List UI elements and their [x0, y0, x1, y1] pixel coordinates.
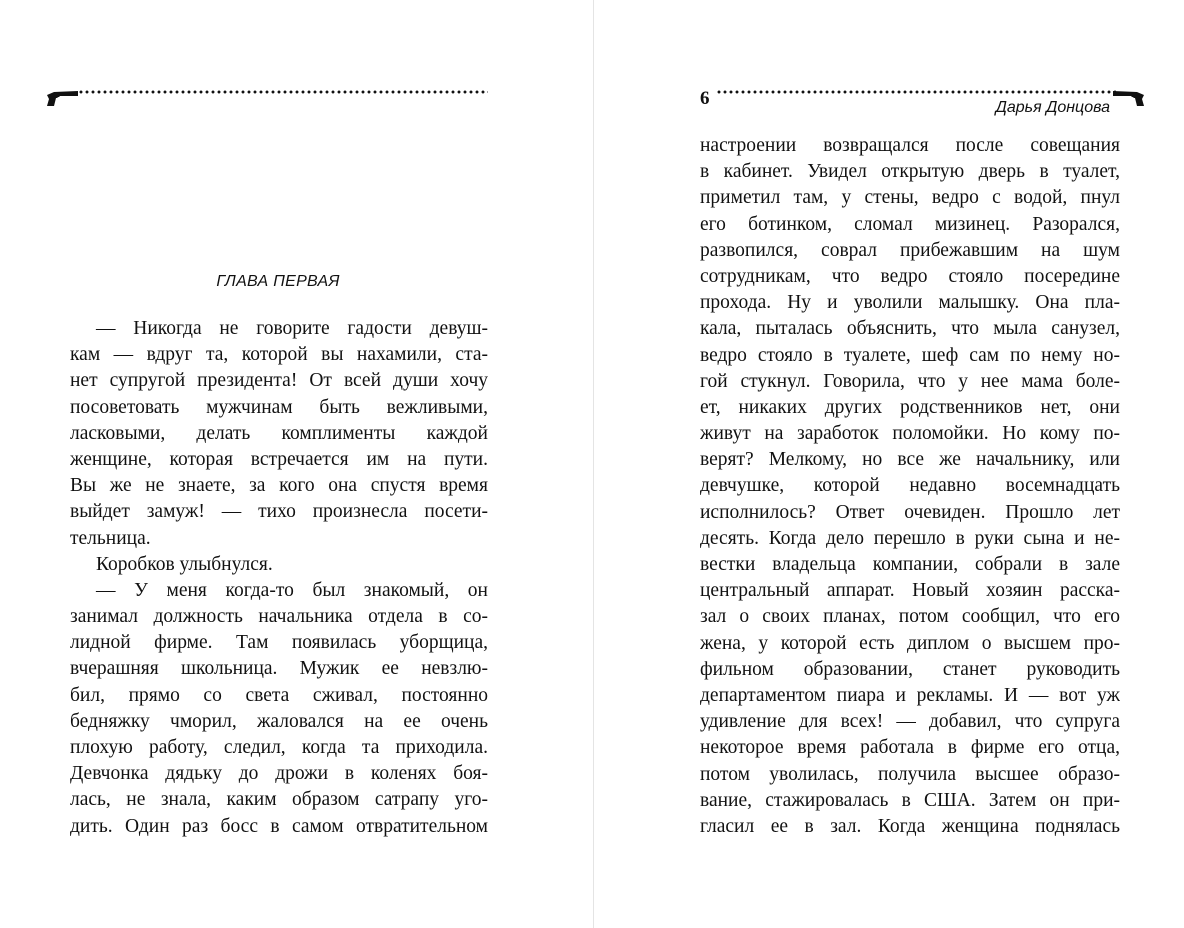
text-line: развопился, соврал прибежавшим на шум	[700, 239, 1120, 261]
text-line: приметил там, у стены, ведро с водой, пнул	[700, 187, 1120, 209]
text-line: ет, никаких других родственников нет, они	[700, 396, 1120, 418]
text-line: Вы же не знаете, за кого она спустя время	[70, 475, 488, 497]
text-line: вание, стажировалась в США. Затем он при-	[700, 789, 1120, 811]
text-line: жена, у которой есть диплом о высшем про-	[700, 632, 1120, 654]
text-line: плохую работу, следил, когда та приходила.	[70, 737, 488, 758]
text-line: вчерашняя школьница. Мужик ее невзлю-	[70, 658, 488, 680]
text-line: центральный аппарат. Новый хозяин расска-	[700, 580, 1120, 602]
text-line: сотрудникам, что ведро стояло посередине	[700, 265, 1120, 287]
text-line: бедняжку чморил, жаловался на ее очень	[70, 710, 488, 732]
text-line: нет супругой президента! От всей души хочу	[70, 370, 488, 392]
text-line: кам — вдруг та, которой вы нахамили, ста-	[70, 344, 488, 366]
text-line: верят? Мелкому, но все же начальнику, или	[700, 449, 1120, 471]
running-head-author: Дарья Донцова	[995, 99, 1110, 116]
text-line: дить. Один раз босс в самом отвратительном	[70, 815, 488, 837]
text-line: департаментом пиара и рекламы. И — вот уж	[700, 684, 1120, 706]
text-line: кала, пыталась объяснить, что мыла санузел,	[700, 318, 1120, 340]
text-line: некоторое время работала в фирме его отца,	[700, 737, 1120, 759]
text-line: удивление для всех! — добавил, что супруга	[700, 711, 1120, 733]
text-line: девчушке, которой недавно восемнадцать	[700, 475, 1120, 497]
text-line: лидной фирме. Там появилась уборщица,	[70, 632, 488, 654]
text-line: посоветовать мужчинам быть вежливыми,	[70, 396, 488, 418]
header-dotted-rule-left	[78, 90, 488, 94]
revolver-icon	[45, 86, 81, 108]
revolver-icon	[1110, 86, 1146, 108]
text-line: его ботинком, сломал мизинец. Разорался,	[700, 213, 1120, 235]
text-line: ласковыми, делать комплименты каждой	[70, 422, 488, 444]
text-line: лась, не знала, каким образом сатрапу уго-	[70, 789, 488, 811]
text-line: Коробков улыбнулся.	[96, 553, 273, 575]
text-line: фильном образовании, станет руководить	[700, 658, 1120, 680]
header-dotted-rule-right	[716, 90, 1116, 94]
text-line: прохода. Ну и уволили малышку. Она пла-	[700, 292, 1120, 314]
text-line: бил, прямо со света сживал, постоянно	[70, 684, 488, 706]
text-line: выйдет замуж! — тихо произнесла посети-	[70, 501, 488, 523]
text-line: тельница.	[70, 527, 151, 549]
text-line: занимал должность начальника отдела в со-	[70, 606, 488, 628]
chapter-title: ГЛАВА ПЕРВАЯ	[216, 273, 340, 290]
right-page-text	[700, 133, 1120, 840]
text-line: в кабинет. Увидел открытую дверь в туалет,	[700, 161, 1120, 183]
text-line: исполнилось? Ответ очевиден. Прошло лет	[700, 501, 1120, 523]
text-line: женщине, которая встречается им на пути.	[70, 448, 488, 470]
text-line: зал о своих планах, потом сообщил, что его	[700, 606, 1120, 628]
text-line: живут на заработок поломойки. Но кому по-	[700, 423, 1120, 445]
text-line: гласил ее в зал. Когда женщина поднялась	[700, 815, 1120, 837]
text-line: вестки владельца компании, собрали в зале	[700, 554, 1120, 575]
text-line: — У меня когда-то был знакомый, он	[96, 579, 488, 601]
text-line: настроении возвращался после совещания	[700, 135, 1120, 156]
text-line: Девчонка дядьку до дрожи в коленях боя-	[70, 763, 488, 785]
page-number: 6	[700, 88, 710, 109]
text-line: — Никогда не говорите гадости девуш-	[96, 318, 488, 339]
text-line: потом уволилась, получила высшее образо-	[700, 763, 1120, 785]
left-page-text	[70, 316, 488, 840]
text-line: десять. Когда дело перешло в руки сына и не-	[700, 527, 1120, 549]
text-line: ведро стояло в туалете, шеф сам по нему но-	[700, 344, 1120, 366]
text-line: гой стукнул. Говорила, что у нее мама боле-	[700, 370, 1120, 392]
